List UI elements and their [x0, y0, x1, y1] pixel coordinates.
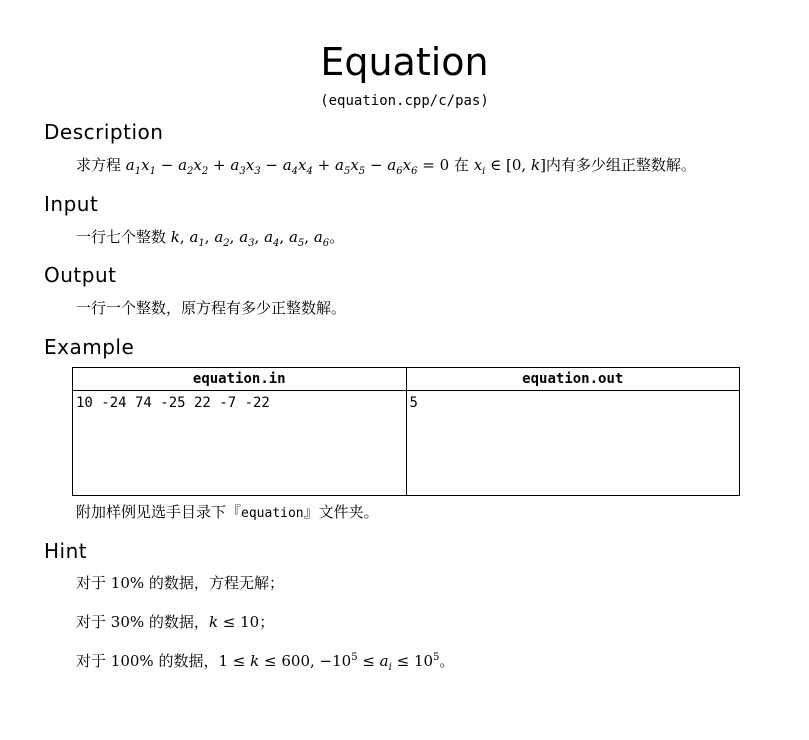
example-note — [76, 502, 379, 524]
hint-line-prefix: 对于 — [76, 574, 107, 592]
example-output-header: equation.out — [406, 368, 740, 391]
hint-line-mid: 的数据， — [148, 574, 209, 592]
example-input-value: 10 -24 74 -25 22 -7 -22 — [73, 391, 407, 496]
hint-percent: 30% — [110, 613, 145, 631]
example-output-value: 5 — [406, 391, 740, 496]
example-note-prefix: 附加样例见选手目录下『 — [76, 503, 242, 521]
example-note-suffix: 』文件夹。 — [303, 503, 379, 521]
hint-formula-2: k ≤ 10 — [208, 613, 260, 631]
hint-line-tail: 。 — [439, 652, 455, 670]
hint-line-tail: ； — [259, 613, 275, 631]
description-prefix: 求方程 — [76, 156, 122, 174]
input-variables: k, $a_1$, $a_2$, $a_3$, $a_4$, $a_5$, $a_6$ — [170, 228, 330, 249]
description-text — [76, 155, 696, 175]
output-text: 一行一个整数，原方程有多少正整数解。 — [76, 299, 347, 317]
input-prefix: 一行七个整数 — [76, 228, 167, 246]
example-note-file: equation — [241, 506, 304, 521]
hint-percent: 100% — [110, 652, 154, 670]
description-heading: Description — [44, 120, 164, 144]
hint-line-prefix: 对于 — [76, 613, 107, 631]
source-filenames: (equation.cpp/c/pas) — [320, 93, 489, 109]
example-heading: Example — [44, 335, 135, 359]
example-table — [72, 367, 740, 496]
hint-line-mid: 的数据， — [158, 652, 219, 670]
hint-percent: 10% — [110, 574, 145, 592]
output-heading: Output — [44, 263, 117, 287]
hint-line-tail: 方程无解； — [208, 574, 284, 592]
example-input-header: equation.in — [73, 368, 407, 391]
equation-formula: $a_1x_1 - a_2x_2 + a_3x_3 - a_4x_4 + a_5x_5 - a_6x_6 = 0$ — [125, 156, 450, 177]
description-middle: 在 — [453, 156, 469, 174]
hint-line-mid: 的数据， — [148, 613, 209, 631]
range-formula: $x_i$ ∈ [0, k] — [473, 156, 546, 177]
input-text — [76, 227, 344, 247]
hint-heading: Hint — [44, 539, 88, 563]
hint-line-prefix: 对于 — [76, 652, 107, 670]
page-title: Equation — [320, 40, 489, 84]
hint-line-2 — [76, 612, 274, 632]
hint-line-1 — [76, 573, 284, 593]
hint-line-3 — [76, 651, 454, 671]
description-suffix: 内有多少组正整数解。 — [545, 156, 696, 174]
input-heading: Input — [44, 192, 99, 216]
hint-formula-3: 1 ≤ k ≤ 600, $-10^5 \le a_i \le 10^5$ — [218, 652, 440, 673]
input-suffix: 。 — [329, 228, 345, 246]
